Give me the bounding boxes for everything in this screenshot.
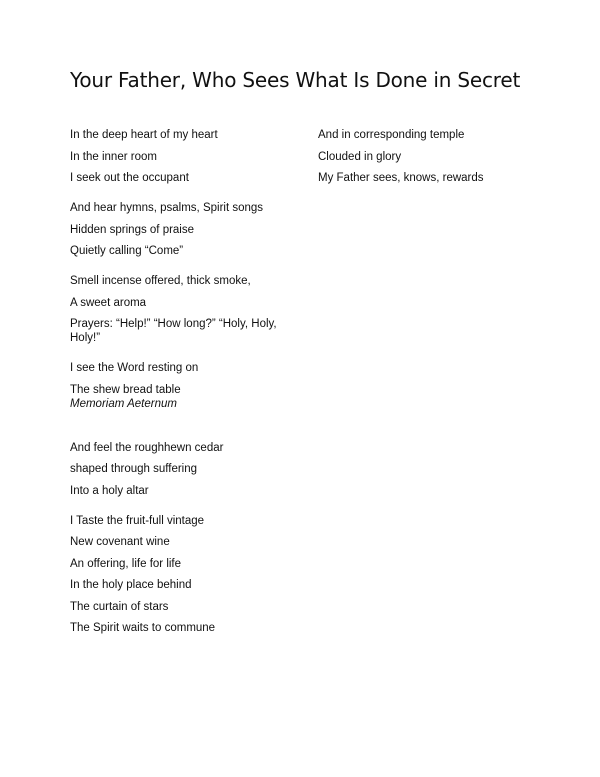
poem-line: Hidden springs of praise: [70, 223, 195, 236]
right-stanza-1: [318, 128, 538, 185]
stanza-1: [70, 128, 295, 185]
poem-line: New covenant wine: [70, 536, 170, 548]
poem-line-italic: Memoriam Aeternum: [70, 397, 177, 410]
poem-line: In the inner room: [70, 150, 157, 163]
poem-line: Prayers: “Help!” “How long?” “Holy, Holy, Holy!”: [70, 318, 277, 344]
poem-line: Smell incense offered, thick smoke,: [70, 275, 251, 287]
poem-left-column: [70, 128, 295, 651]
poem-line: Into a holy altar: [70, 484, 149, 497]
poem-line: An offering, life for life: [70, 557, 182, 570]
poem-line: In the deep heart of my heart: [70, 129, 218, 141]
poem-line: And hear hymns, psalms, Spirit songs: [70, 202, 264, 214]
stanza-5: [70, 441, 295, 498]
poem-line: The curtain of stars: [70, 600, 169, 613]
stanza-6: [70, 514, 295, 636]
poem-line: Clouded in glory: [318, 150, 402, 163]
poem-line: Quietly calling “Come”: [70, 245, 184, 257]
poem-line: I seek out the occupant: [70, 172, 189, 184]
poem-right-column: [318, 128, 538, 201]
poem-line: The Spirit waits to commune: [70, 622, 216, 634]
poem-line: And in corresponding temple: [318, 129, 465, 141]
stanza-2: [70, 201, 295, 258]
stanza-3: [70, 274, 295, 345]
poem-line: shaped through suffering: [70, 463, 198, 475]
poem-line: And feel the roughhewn cedar: [70, 441, 224, 454]
poem-line: I Taste the fruit-full vintage: [70, 514, 205, 527]
poem-line: A sweet aroma: [70, 296, 147, 309]
poem-line: In the holy place behind: [70, 579, 192, 591]
page-title: Your Father, Who Sees What Is Done in Secret: [70, 68, 521, 92]
poem-line: I see the Word resting on: [70, 362, 199, 374]
poem-line: The shew bread table: [70, 383, 181, 396]
poem-line: My Father sees, knows, rewards: [318, 172, 484, 184]
stanza-4: [70, 361, 295, 411]
